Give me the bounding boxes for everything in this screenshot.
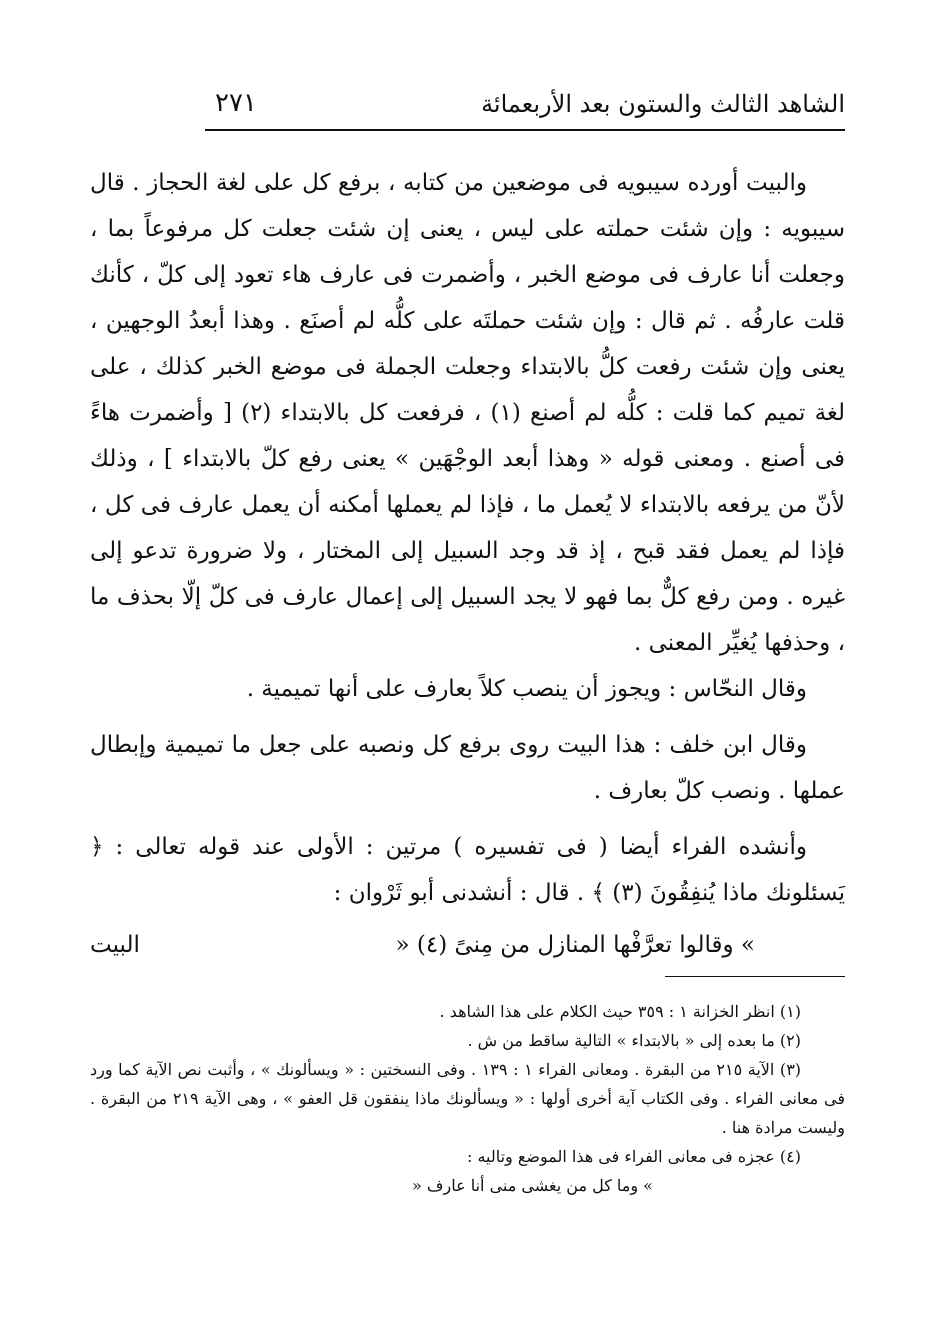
running-header	[205, 70, 845, 118]
spacer	[90, 712, 845, 722]
verse-line	[90, 922, 845, 968]
paragraph-farra: وأنشده الفراء أيضا ( فى تفسيره ) مرتين : الأولى عند قوله تعالى : ﴿ يَسئلونك ماذا يُنفِقُونَ (٣) ﴾ . قال : أنشدنى أبو ثَرْوان :	[90, 834, 845, 906]
footnotes	[90, 997, 845, 1200]
paragraph-ibn-khalaf: وقال ابن خلف : هذا البيت روى برفع كل ونصبه على جعل ما تميمية وإبطال عملها . ونصب كلّ بعارف .	[90, 732, 845, 804]
verse-label: البيت	[90, 932, 140, 958]
header-title: الشاهد الثالث والستون بعد الأربعمائة	[481, 90, 845, 118]
footnote-3: (٣) الآية ٢١٥ من البقرة . ومعانى الفراء ١ : ١٣٩ . وفى النسختين : « ويسألونك » ، وأثبت نص الآية كما ورد فى معانى الفراء . وفى الكتاب آية أخرى أولها : « ويسألونك ماذا ينفقون قل العفو » ، وهى الآية ٢١٩ من البقرة . وليست مرادة هنا .	[90, 1060, 845, 1137]
footnote-4: (٤) عجزه فى معانى الفراء فى هذا الموضع وتاليه :	[466, 1147, 801, 1166]
main-text	[90, 160, 845, 968]
header-rule	[205, 129, 845, 131]
paragraph-sibawayh: والبيت أورده سيبويه فى موضعين من كتابه ، برفع كل على لغة الحجاز . قال سيبويه : وإن شئت حملته على ليس ، يعنى إن شئت جعلت كل مرفوعاً بما ، وجعلت أنا عارف فى موضع الخبر ، وأضمرت فى عارف هاء تعود إلى كلّ ، كأنك قلت عارفُه . ثم قال : وإن شئت حملتَه على كلُّه لم أصنَع . وهذا أبعدُ الوجهين ، يعنى وإن شئت رفعت كلُّ بالابتداء وجعلت الجملة فى موضع الخبر كذلك ، على لغة تميم كما قلت : كلُّه لم أصنع (١) ، فرفعت كل بالابتداء (٢) [ وأضمرت هاءً فى أصنع . ومعنى قوله « وهذا أبعد الوجْهَين » يعنى رفع كلّ بالابتداء ] ، وذلك لأنّ من يرفعه بالابتداء لا يُعمل ما ، فإذا لم يعملها أمكنه أن يعمل عارف فى كل ، فإذا لم يعمل فقد قبح ، إذ قد وجد السبيل إلى المختار ، ولا ضرورة تدعو إلى غيره . ومن رفع كلٌّ بما فهو لا يجد السبيل إلى إعمال عارف فى كلّ إلّا بحذف ما ، وحذفها يُغيِّر المعنى .	[90, 170, 845, 656]
footnote-rule	[665, 976, 845, 977]
footnote-1: (١) انظر الخزانة ١ : ٣٥٩ حيث الكلام على هذا الشاهد .	[439, 1002, 801, 1021]
page-number: ٢٧١	[215, 88, 257, 118]
spacer	[90, 814, 845, 824]
paragraph-nahhas: وقال النحّاس : ويجوز أن ينصب كلاً بعارف على أنها تميمية .	[246, 676, 807, 702]
verse-text: » وقالوا تعرَّفْها المنازل من مِنىً (٤) «	[395, 932, 755, 958]
footnote-2: (٢) ما بعده إلى « بالابتداء » التالية ساقط من ش .	[467, 1031, 801, 1050]
footnote-4-verse: » وما كل من يغشى منى أنا عارف «	[412, 1176, 653, 1195]
